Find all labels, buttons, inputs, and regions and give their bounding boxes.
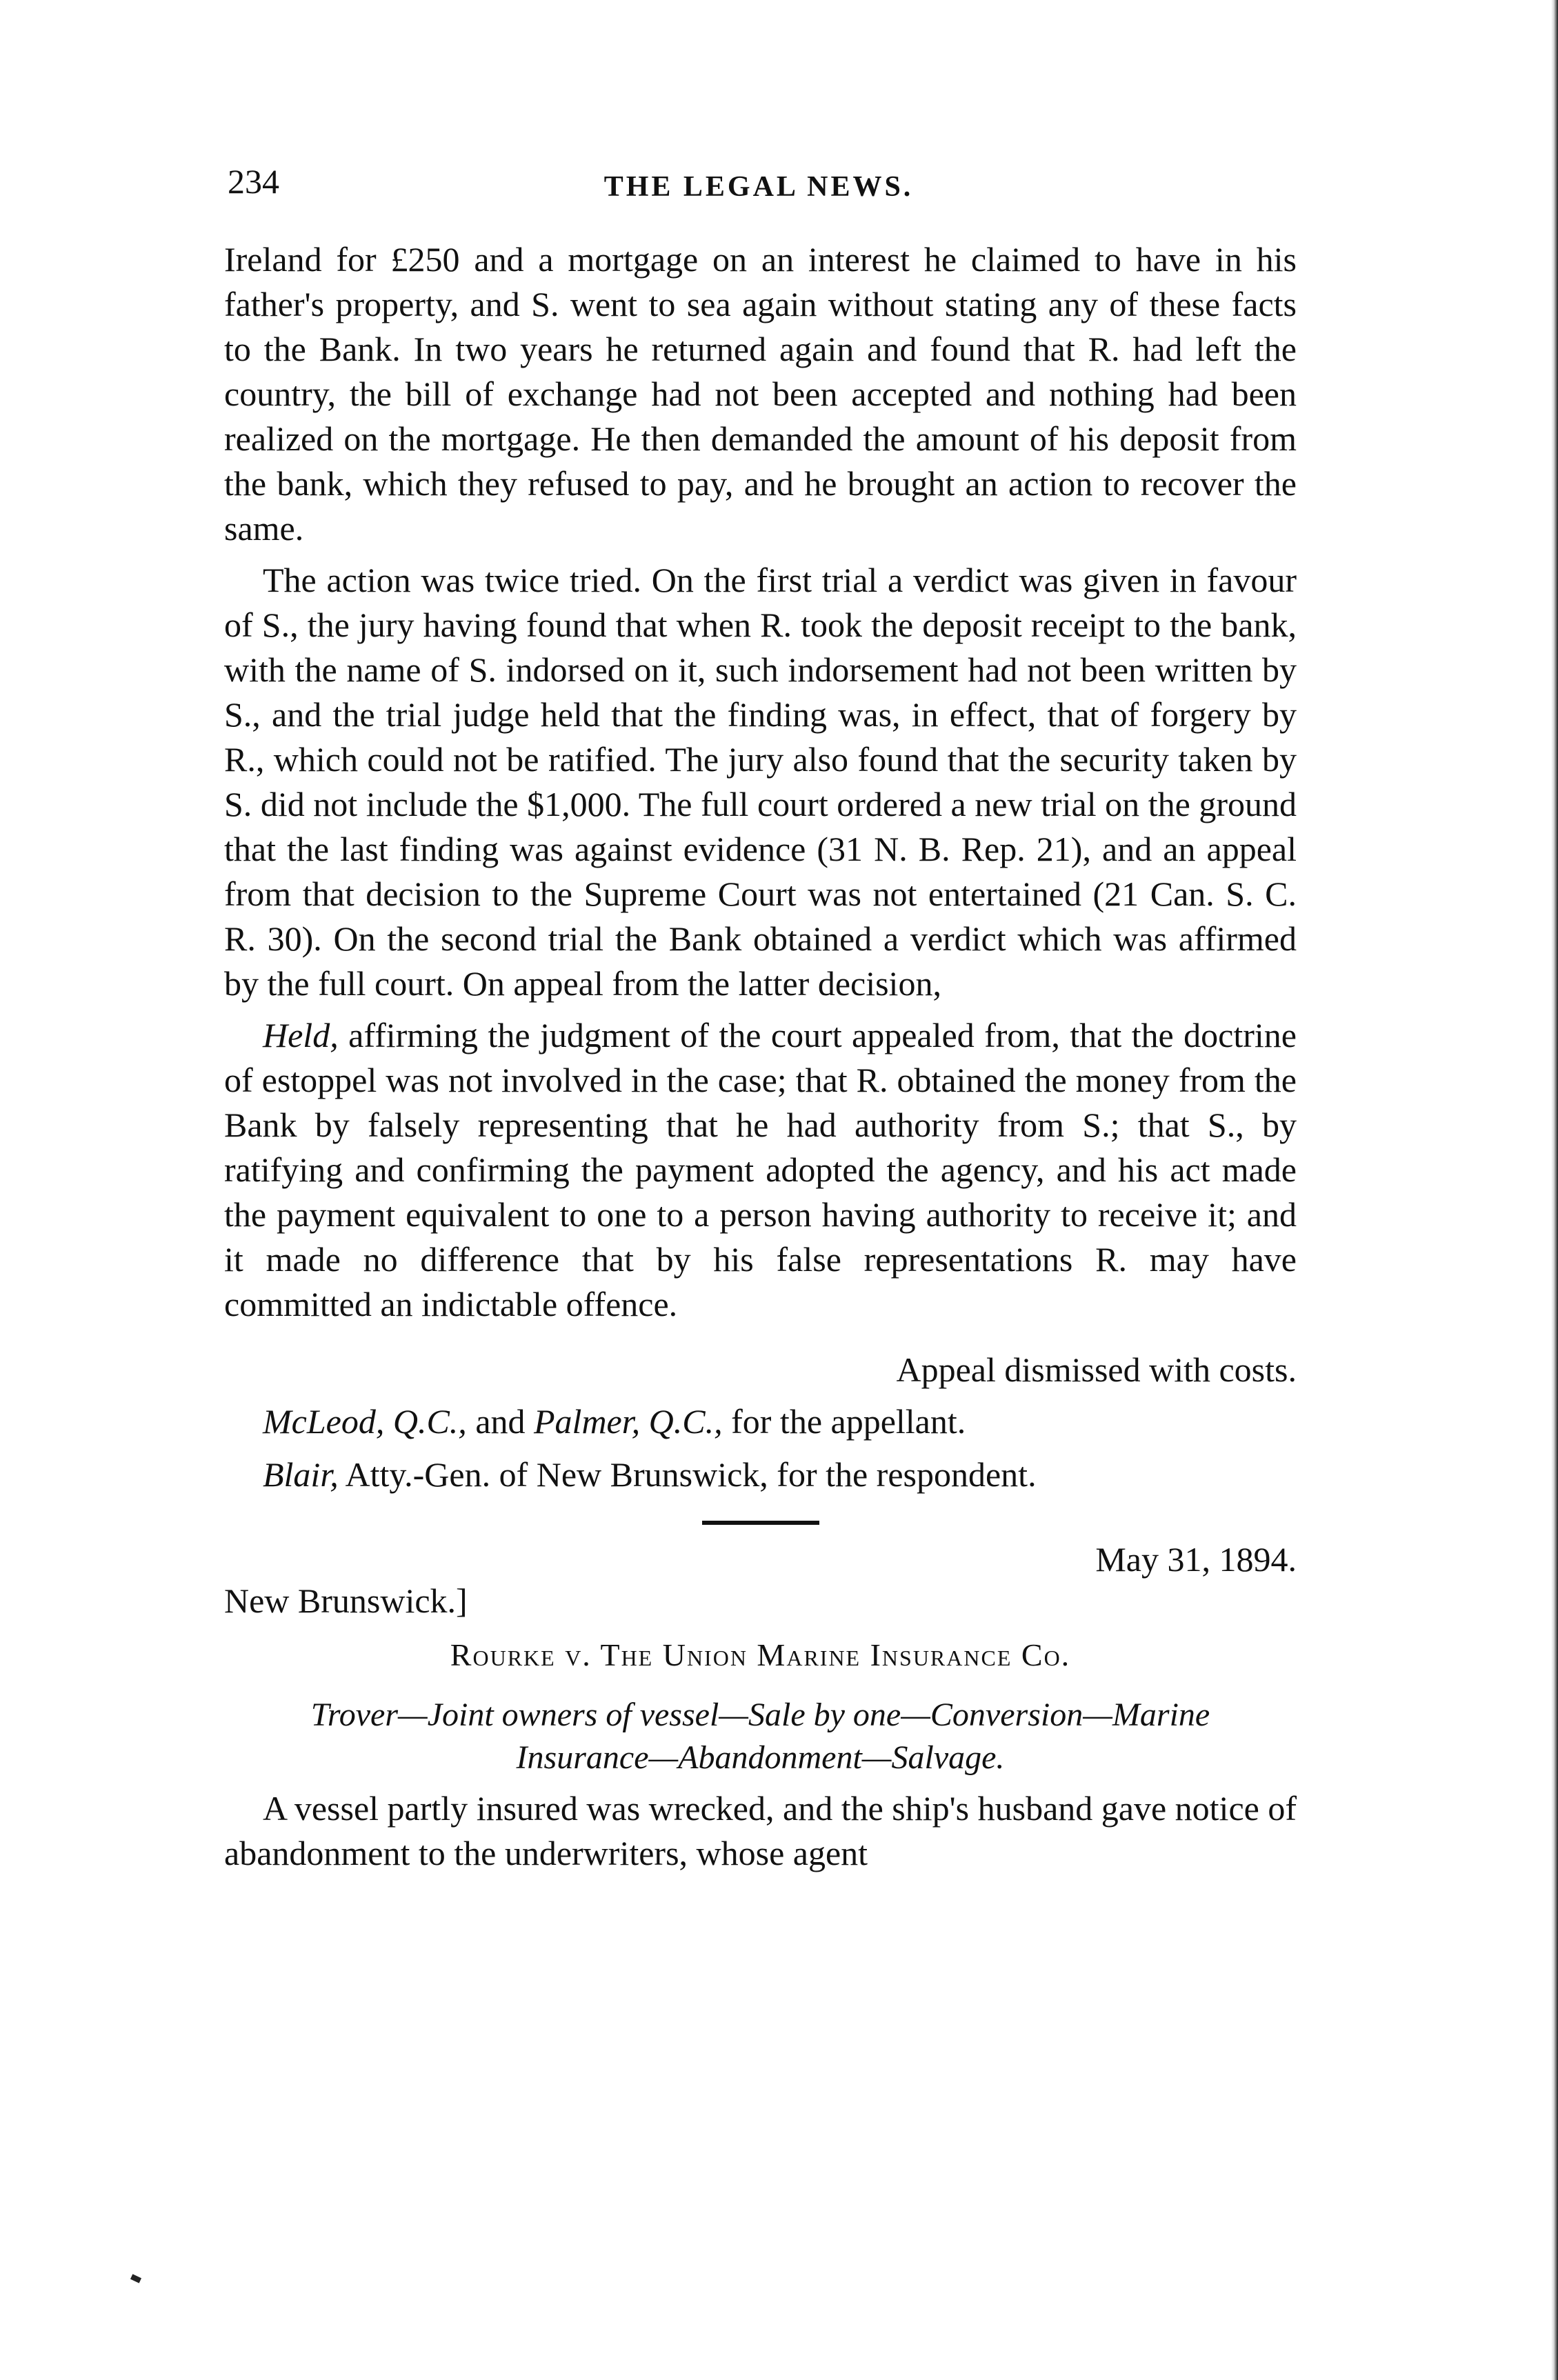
holding-text: affirming the judgment of the court appealed from, that the doctrine of estoppel was not involved in the case; that R. obtained the money from the Bank by falsely representing that he had authority from S.; that S., by ratifying and confirming the payment adopted the agency, and his act made the payment equivalent to one to a person having authority to receive it; and it made no difference that by his false representations R. may have committed an indictable offence. <box>224 1016 1297 1323</box>
margin-mark <box>130 2274 141 2283</box>
section-divider <box>702 1521 819 1525</box>
page-number: 234 <box>228 162 279 201</box>
held-label: Held, <box>263 1016 339 1054</box>
counsel-name-blair: Blair, <box>263 1455 339 1494</box>
case-province: New Brunswick.] <box>224 1581 468 1620</box>
counsel-appellant <box>263 1399 1297 1444</box>
counsel-and: and <box>466 1402 535 1441</box>
case-title: Rourke v. The Union Marine Insurance Co. <box>450 1637 1071 1672</box>
counsel-name-palmer: Palmer, Q.C., <box>534 1402 723 1441</box>
running-title: THE LEGAL NEWS. <box>603 171 914 203</box>
counsel-name-mcleod: McLeod, Q.C., <box>263 1402 467 1441</box>
counsel-role-appellant: for the appellant. <box>722 1402 966 1441</box>
counsel-role-respondent: Atty.-Gen. of New Brunswick, for the respondent. <box>338 1455 1037 1494</box>
case-headnote: Trover—Joint owners of vessel—Sale by one—Conversion—Marine Insurance—Abandonment—Salvage. <box>310 1697 1210 1776</box>
page-edge-shadow <box>1551 0 1558 2380</box>
article-body <box>224 237 1297 1876</box>
counsel-respondent <box>263 1452 1297 1497</box>
paragraph-trial-history: The action was twice tried. On the first trial a verdict was given in favour of S., the jury having found that when R. took the deposit receipt to the bank, with the name of S. indorsed on it, such indorsement had not been written by S., and the trial judge held that the finding was, in effect, that of forgery by R., which could not be ratified. The jury also found that the security taken by S. did not include the $1,000. The full court ordered a new trial on the ground that the last finding was against evidence (31 N. B. Rep. 21), and an appeal from that decision to the Supreme Court was not entertained (21 Can. S. C. R. 30). On the second trial the Bank obtained a verdict which was affirmed by the full court. On appeal from the latter decision, <box>224 561 1297 1003</box>
paragraph-continued: Ireland for £250 and a mortgage on an interest he claimed to have in his father's property, and S. went to sea again without stating any of these facts to the Bank. In two years he returned again and found that R. had left the country, the bill of exchange had not been accepted and nothing had been realized on the mortgage. He then demanded the amount of his deposit from the bank, which they refused to pay, and he brought an action to recover the same. <box>224 240 1297 548</box>
case-date: May 31, 1894. <box>1095 1540 1297 1579</box>
paragraph-holding <box>224 1013 1297 1327</box>
case-first-paragraph: A vessel partly insured was wrecked, and the ship's husband gave notice of abandonment to the underwriters, whose agent <box>224 1789 1297 1872</box>
disposition: Appeal dismissed with costs. <box>896 1350 1297 1389</box>
page-header <box>228 157 1290 206</box>
case-date-row <box>224 1537 1297 1620</box>
